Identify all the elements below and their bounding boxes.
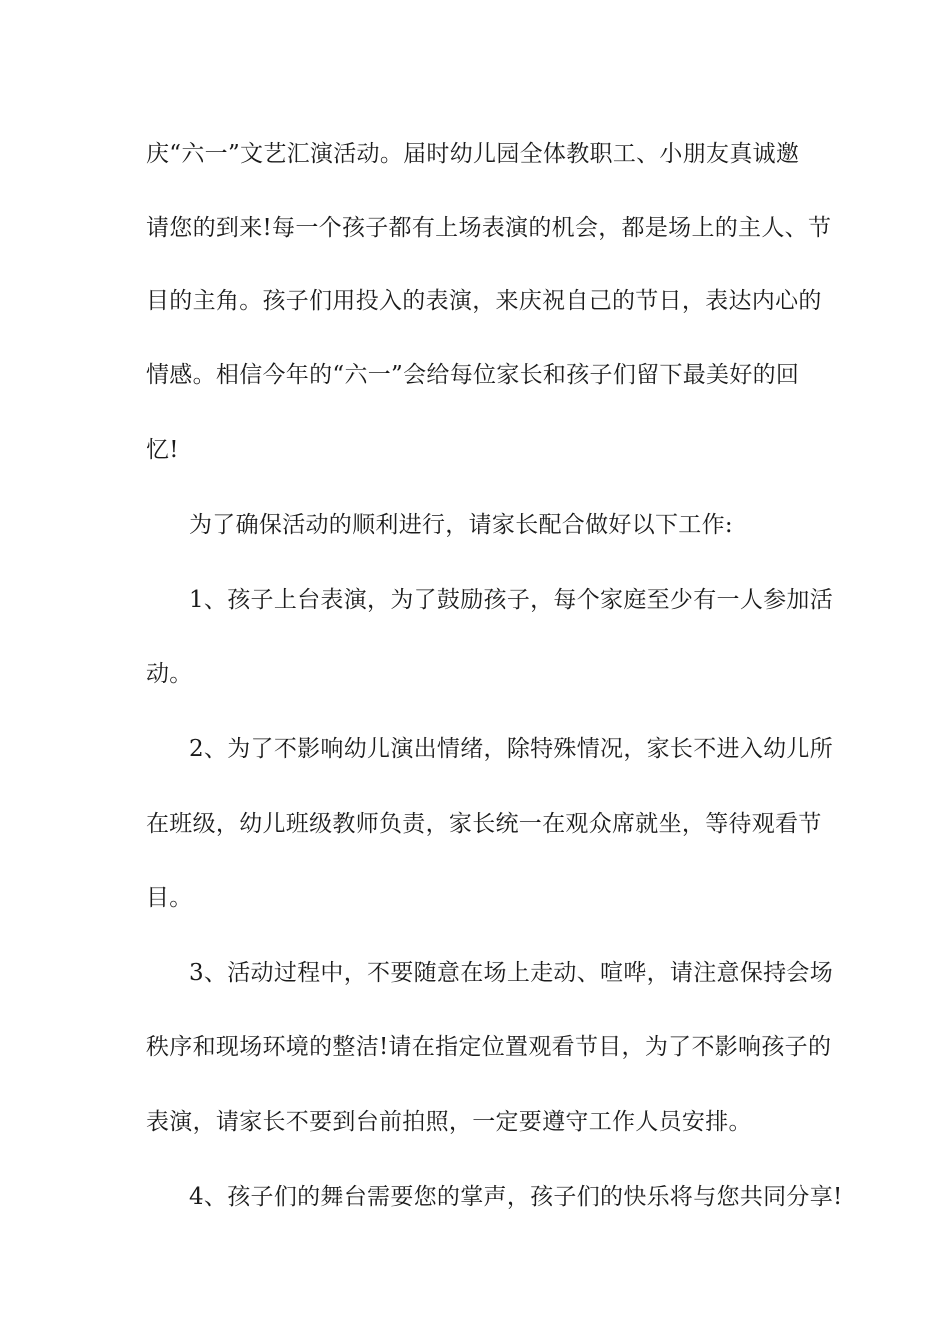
paragraph-line: 情感。相信今年的“六一”会给每位家长和孩子们留下最美好的回	[146, 362, 800, 388]
list-item-4-line: 4、孩子们的舞台需要您的掌声，孩子们的快乐将与您共同分享!	[189, 1184, 843, 1210]
paragraph-line: 请您的到来!每一个孩子都有上场表演的机会，都是场上的主人、节	[146, 215, 832, 241]
list-item-3-line: 3、活动过程中，不要随意在场上走动、喧哗，请注意保持会场	[189, 960, 834, 986]
paragraph-line: 目的主角。孩子们用投入的表演，来庆祝自己的节日，表达内心的	[146, 288, 822, 314]
list-item-3-line: 表演，请家长不要到台前拍照，一定要遵守工作人员安排。	[146, 1109, 752, 1135]
list-item-3-line: 秩序和现场环境的整洁!请在指定位置观看节目，为了不影响孩子的	[146, 1034, 832, 1060]
paragraph-line: 庆“六一”文艺汇演活动。届时幼儿园全体教职工、小朋友真诚邀	[146, 141, 800, 167]
list-item-2-line: 在班级，幼儿班级教师负责，家长统一在观众席就坐，等待观看节	[146, 811, 822, 837]
list-item-2-line: 目。	[146, 885, 193, 911]
paragraph-line: 为了确保活动的顺利进行，请家长配合做好以下工作:	[189, 512, 733, 538]
list-item-1-line: 动。	[146, 661, 193, 687]
paragraph-line: 忆!	[146, 437, 179, 463]
list-item-2-line: 2、为了不影响幼儿演出情绪，除特殊情况，家长不进入幼儿所	[189, 736, 834, 762]
list-item-1-line: 1、孩子上台表演，为了鼓励孩子，每个家庭至少有一人参加活	[189, 587, 834, 613]
